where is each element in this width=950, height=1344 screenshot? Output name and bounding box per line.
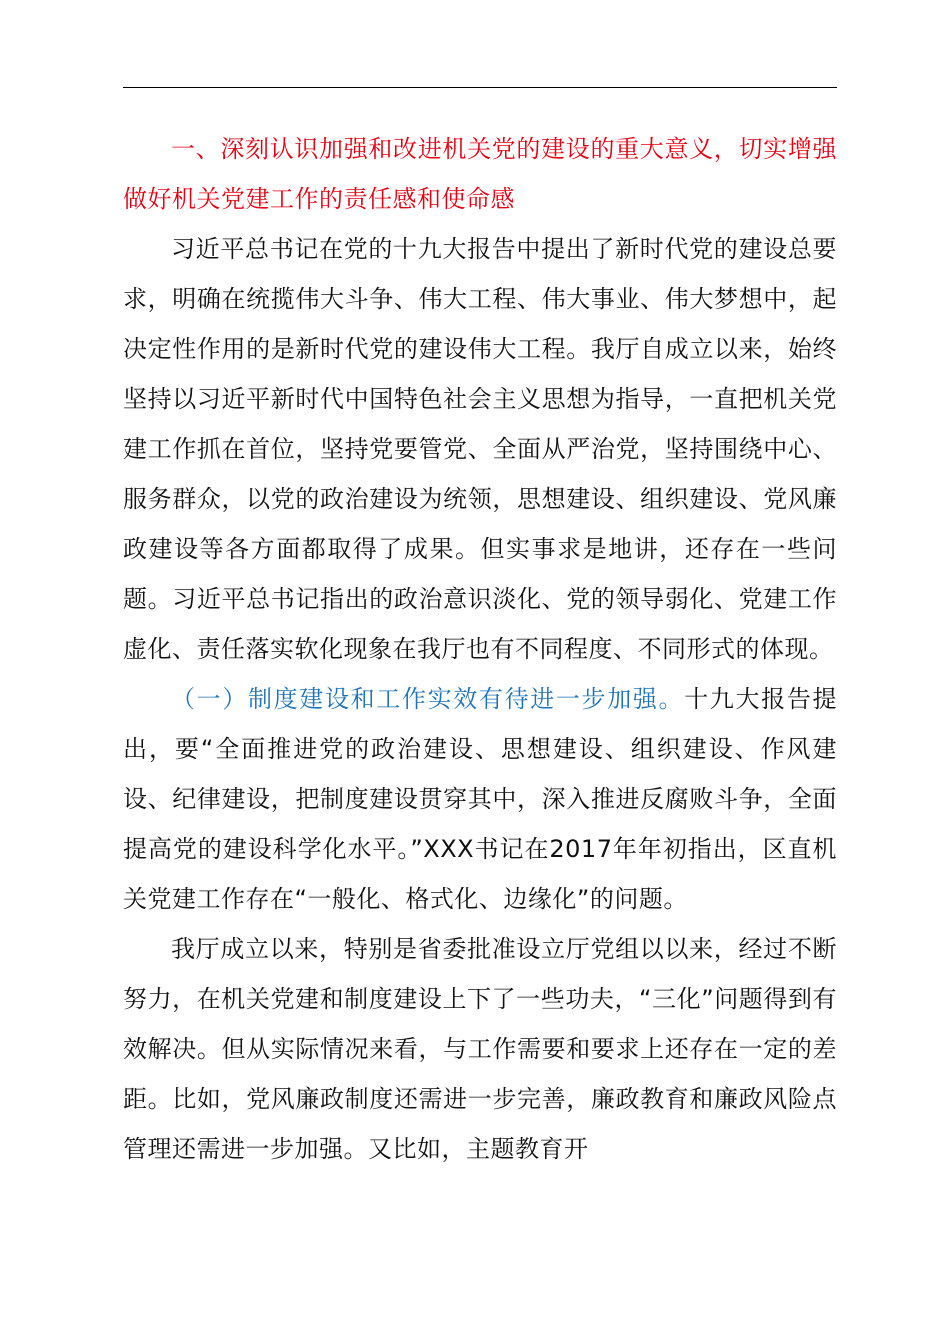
paragraph-3: 我厅成立以来，特别是省委批准设立厅党组以以来，经过不断努力，在机关党建和制度建设上下了一些功夫，“三化”问题得到有效解决。但从实际情况来看，与工作需要和要求上还存在一定的差距。比如，党风廉政制度还需进一步完善，廉政教育和廉政风险点管理还需进一步加强。又比如，主题教育开 (123, 935, 837, 1163)
subsection-heading: （一）制度建设和工作实效有待进一步加强。 (171, 685, 685, 713)
paragraph-1: 习近平总书记在党的十九大报告中提出了新时代党的建设总要求，明确在统揽伟大斗争、伟大工程、伟大事业、伟大梦想中，起决定性作用的是新时代党的建设伟大工程。我厅自成立以来，始终坚持以习近平新时代中国特色社会主义思想为指导，一直把机关党建工作抓在首位，坚持党要管党、全面从严治党，坚持围绕中心、服务群众，以党的政治建设为统领，思想建设、组织建设、党风廉政建设等各方面都取得了成果。但实事求是地讲，还存在一些问题。习近平总书记指出的政治意识淡化、党的领导弱化、党建工作虚化、责任落实软化现象在我厅也有不同程度、不同形式的体现。 (123, 235, 837, 663)
section-heading: 一、深刻认识加强和改进机关党的建设的重大意义，切实增强做好机关党建工作的责任感和使命感 (123, 135, 837, 213)
header-rule (123, 87, 837, 88)
paragraph-2 (123, 674, 837, 924)
paragraph-2-text: 十九大报告提出，要“全面推进党的政治建设、思想建设、组织建设、作风建设、纪律建设，把制度建设贯穿其中，深入推进反腐败斗争，全面提高党的建设科学化水平。”XXX书记在2017年年初指出，区直机关党建工作存在“一般化、格式化、边缘化”的问题。 (123, 685, 838, 913)
document-body (123, 124, 837, 1174)
